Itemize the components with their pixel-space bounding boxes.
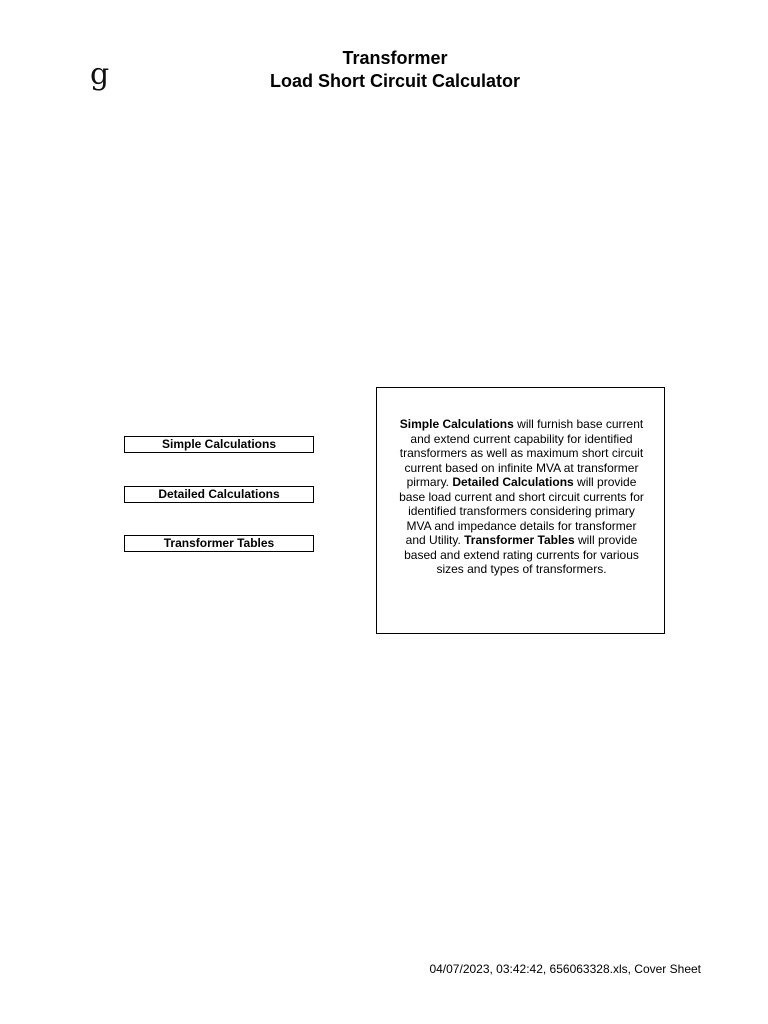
- detailed-calculations-button[interactable]: Detailed Calculations: [124, 486, 314, 503]
- title-line-1: Transformer: [342, 48, 448, 68]
- description-simple-text: will furnish base current and extend current capability for identified transformers as well as maximum short circuit current based on infinite MVA at transformer pirmary.: [399, 417, 644, 489]
- description-tables-text: will provide based and extend rating currents for various sizes and types of transformers.: [404, 533, 639, 576]
- description-tables-term: Transformer Tables: [464, 533, 575, 547]
- description-detailed-term: Detailed Calculations: [452, 475, 574, 489]
- page-title: [0, 47, 768, 93]
- description-simple-term: Simple Calculations: [399, 417, 514, 431]
- logo-icon: g: [90, 57, 110, 92]
- description-box: [376, 387, 665, 634]
- transformer-tables-button[interactable]: Transformer Tables: [124, 535, 314, 552]
- footer-file-info: 04/07/2023, 03:42:42, 656063328.xls, Cover Sheet: [429, 962, 701, 976]
- description-detailed-text: will provide base load current and short circuit currents for identified transformers considering primary MVA and impedance details for transformer and Utility.: [399, 475, 644, 547]
- description-text: [395, 417, 648, 577]
- simple-calculations-button[interactable]: Simple Calculations: [124, 436, 314, 453]
- title-line-2: Load Short Circuit Calculator: [269, 71, 521, 91]
